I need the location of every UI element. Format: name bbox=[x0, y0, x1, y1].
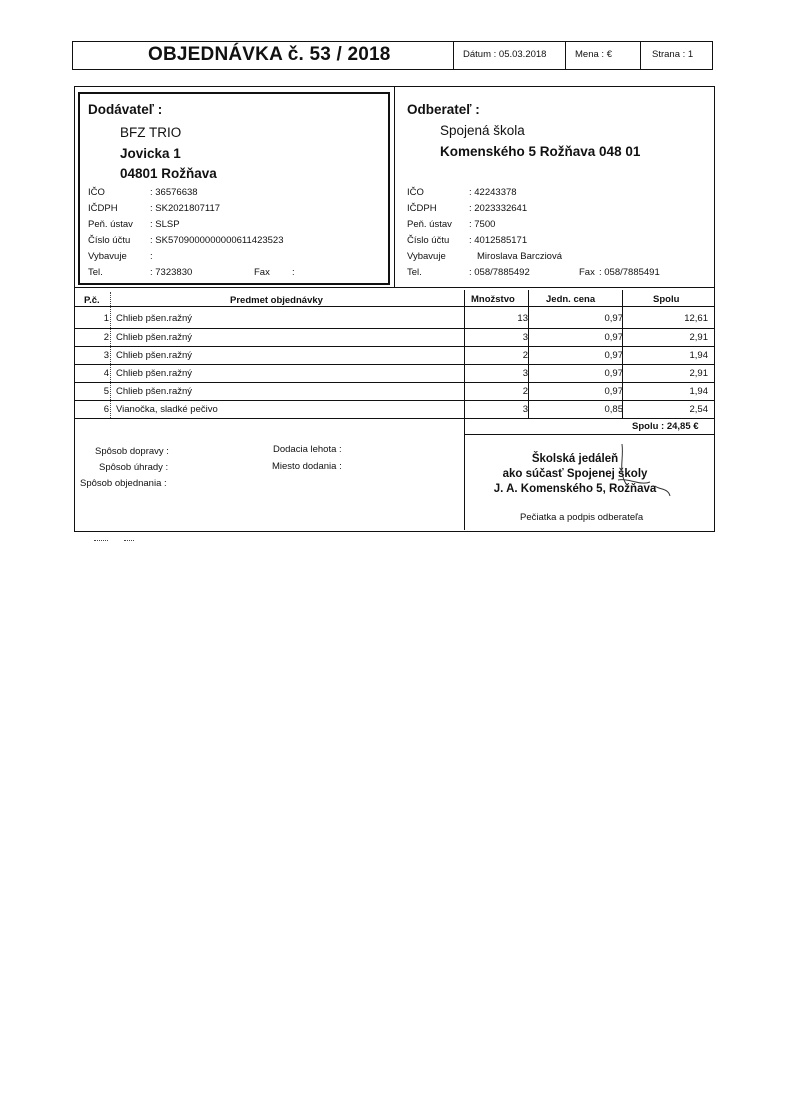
field-value: : SK5709000000000611423523 bbox=[150, 235, 284, 246]
field-value: : 42243378 bbox=[469, 187, 517, 198]
currency-label: Mena : bbox=[575, 49, 605, 60]
field-value: : 7500 bbox=[469, 219, 496, 230]
scan-artifact bbox=[94, 540, 108, 541]
row-price: 0,85 bbox=[604, 403, 623, 415]
fax-label: Fax bbox=[579, 267, 595, 278]
header-divider bbox=[565, 41, 566, 70]
col-header-qty: Množstvo bbox=[471, 294, 515, 305]
scan-artifact bbox=[124, 540, 134, 541]
field-value: : SK2021807117 bbox=[150, 203, 221, 214]
field-value: Miroslava Barcziová bbox=[477, 251, 562, 262]
row-qty: 3 bbox=[522, 403, 528, 415]
table-row bbox=[74, 310, 714, 328]
customer-field-row bbox=[407, 235, 707, 251]
table-row bbox=[74, 346, 714, 364]
fax-value: : 058/7885491 bbox=[599, 267, 660, 278]
table-row bbox=[74, 364, 714, 382]
row-no: 1 bbox=[103, 313, 109, 325]
payment-label: Spôsob úhrady : bbox=[99, 462, 169, 473]
row-item: Vianočka, sladké pečivo bbox=[116, 403, 218, 415]
supplier-tel-row bbox=[88, 267, 378, 283]
customer-fields bbox=[407, 187, 707, 283]
customer-heading: Odberateľ : bbox=[407, 102, 480, 117]
customer-field-row bbox=[407, 187, 707, 203]
col-header-no: P.č. bbox=[84, 295, 100, 306]
tel-value: : 7323830 bbox=[150, 267, 193, 278]
page-label: Strana : bbox=[652, 49, 686, 60]
supplier-name: BFZ TRIO bbox=[120, 125, 182, 140]
row-item: Chlieb pšen.ražný bbox=[116, 367, 193, 379]
page-value: 1 bbox=[687, 49, 694, 60]
row-total: 2,54 bbox=[689, 403, 708, 415]
row-no: 5 bbox=[103, 385, 109, 397]
table-row bbox=[74, 400, 714, 418]
currency-field bbox=[575, 49, 612, 60]
row-item: Chlieb pšen.ražný bbox=[116, 385, 193, 397]
currency-value: € bbox=[606, 49, 612, 60]
row-total: 12,61 bbox=[684, 313, 708, 325]
field-label: Vybavuje bbox=[407, 251, 446, 262]
field-label: Peň. ústav bbox=[407, 219, 452, 230]
table-row bbox=[74, 328, 714, 346]
stamp-line: Školská jedáleň bbox=[531, 453, 619, 465]
row-total: 2,91 bbox=[689, 331, 708, 343]
field-label: Číslo účtu bbox=[88, 235, 131, 246]
row-no: 6 bbox=[103, 403, 109, 415]
date-value: 05.03.2018 bbox=[498, 49, 547, 60]
tel-label: Tel. bbox=[407, 267, 422, 278]
items-table bbox=[74, 310, 714, 418]
transport-label: Spôsob dopravy : bbox=[95, 446, 169, 457]
row-qty: 3 bbox=[522, 331, 528, 343]
row-no: 3 bbox=[103, 349, 109, 361]
row-total: 1,94 bbox=[689, 349, 708, 361]
parties-divider bbox=[394, 86, 395, 287]
header-divider bbox=[453, 41, 454, 70]
row-no: 4 bbox=[103, 367, 109, 379]
row-qty: 3 bbox=[522, 367, 528, 379]
page-field bbox=[652, 49, 693, 60]
fax-value: : bbox=[292, 267, 295, 278]
stamp-caption: Pečiatka a podpis odberateľa bbox=[520, 512, 644, 523]
table-row bbox=[74, 382, 714, 400]
supplier-field-row bbox=[88, 187, 378, 203]
grand-total bbox=[632, 421, 699, 432]
row-item: Chlieb pšen.ražný bbox=[116, 313, 193, 325]
field-label: Vybavuje bbox=[88, 251, 127, 262]
supplier-heading: Dodávateľ : bbox=[88, 102, 163, 117]
customer-tel-row bbox=[407, 267, 707, 283]
row-price: 0,97 bbox=[604, 349, 623, 361]
field-label: IČO bbox=[407, 187, 424, 198]
delivery-term-label: Dodacia lehota : bbox=[273, 444, 342, 455]
order-method-label: Spôsob objednania : bbox=[80, 478, 167, 489]
row-price: 0,97 bbox=[604, 385, 623, 397]
fax-label: Fax bbox=[254, 267, 270, 278]
field-value: : SLSP bbox=[150, 219, 180, 230]
row-no: 2 bbox=[103, 331, 109, 343]
row-item: Chlieb pšen.ražný bbox=[116, 331, 193, 343]
customer-field-row bbox=[407, 251, 707, 267]
field-value: : 36576638 bbox=[150, 187, 198, 198]
supplier-field-row bbox=[88, 251, 378, 267]
supplier-field-row bbox=[88, 235, 378, 251]
field-value: : 2023332641 bbox=[469, 203, 528, 214]
col-header-item: Predmet objednávky bbox=[230, 295, 323, 306]
row-total: 2,91 bbox=[689, 367, 708, 379]
signature-mark bbox=[600, 440, 680, 510]
row-qty: 2 bbox=[522, 349, 528, 361]
field-label: Peň. ústav bbox=[88, 219, 133, 230]
customer-address: Komenského 5 Rožňava 048 01 bbox=[440, 144, 641, 159]
customer-field-row bbox=[407, 219, 707, 235]
supplier-city: 04801 Rožňava bbox=[120, 166, 217, 181]
tel-value: : 058/7885492 bbox=[469, 267, 530, 278]
date-field bbox=[463, 49, 546, 60]
supplier-field-row bbox=[88, 219, 378, 235]
stamp-line: J. A. Komenského 5, Rožňava bbox=[493, 483, 657, 495]
field-label: IČO bbox=[88, 187, 105, 198]
parties-bottom-line bbox=[74, 287, 715, 288]
field-label: IČDPH bbox=[88, 203, 118, 214]
grand-total-label: Spolu : bbox=[632, 421, 665, 432]
field-value: : bbox=[150, 251, 153, 262]
tel-label: Tel. bbox=[88, 267, 103, 278]
header-rule bbox=[74, 306, 715, 307]
grand-total-value: 24,85 € bbox=[666, 421, 699, 432]
date-label: Dátum : bbox=[463, 49, 497, 60]
customer-name: Spojená škola bbox=[440, 123, 525, 138]
field-label: IČDPH bbox=[407, 203, 437, 214]
col-header-price: Jedn. cena bbox=[546, 294, 596, 305]
field-label: Číslo účtu bbox=[407, 235, 450, 246]
header-divider bbox=[640, 41, 641, 70]
row-item: Chlieb pšen.ražný bbox=[116, 349, 193, 361]
document-title: OBJEDNÁVKA č. 53 / 2018 bbox=[148, 44, 391, 65]
row-price: 0,97 bbox=[604, 367, 623, 379]
supplier-street: Jovicka 1 bbox=[120, 146, 181, 161]
stamp-line: ako súčasť Spojenej školy bbox=[502, 468, 648, 480]
items-bottom-rule bbox=[74, 418, 715, 419]
row-qty: 2 bbox=[522, 385, 528, 397]
field-value: : 4012585171 bbox=[469, 235, 528, 246]
row-qty: 13 bbox=[517, 313, 528, 325]
supplier-fields bbox=[88, 187, 378, 283]
row-price: 0,97 bbox=[604, 331, 623, 343]
sum-rule bbox=[464, 434, 715, 435]
col-header-total: Spolu bbox=[653, 294, 680, 305]
delivery-place-label: Miesto dodania : bbox=[272, 461, 342, 472]
customer-field-row bbox=[407, 203, 707, 219]
row-total: 1,94 bbox=[689, 385, 708, 397]
row-price: 0,97 bbox=[604, 313, 623, 325]
supplier-field-row bbox=[88, 203, 378, 219]
